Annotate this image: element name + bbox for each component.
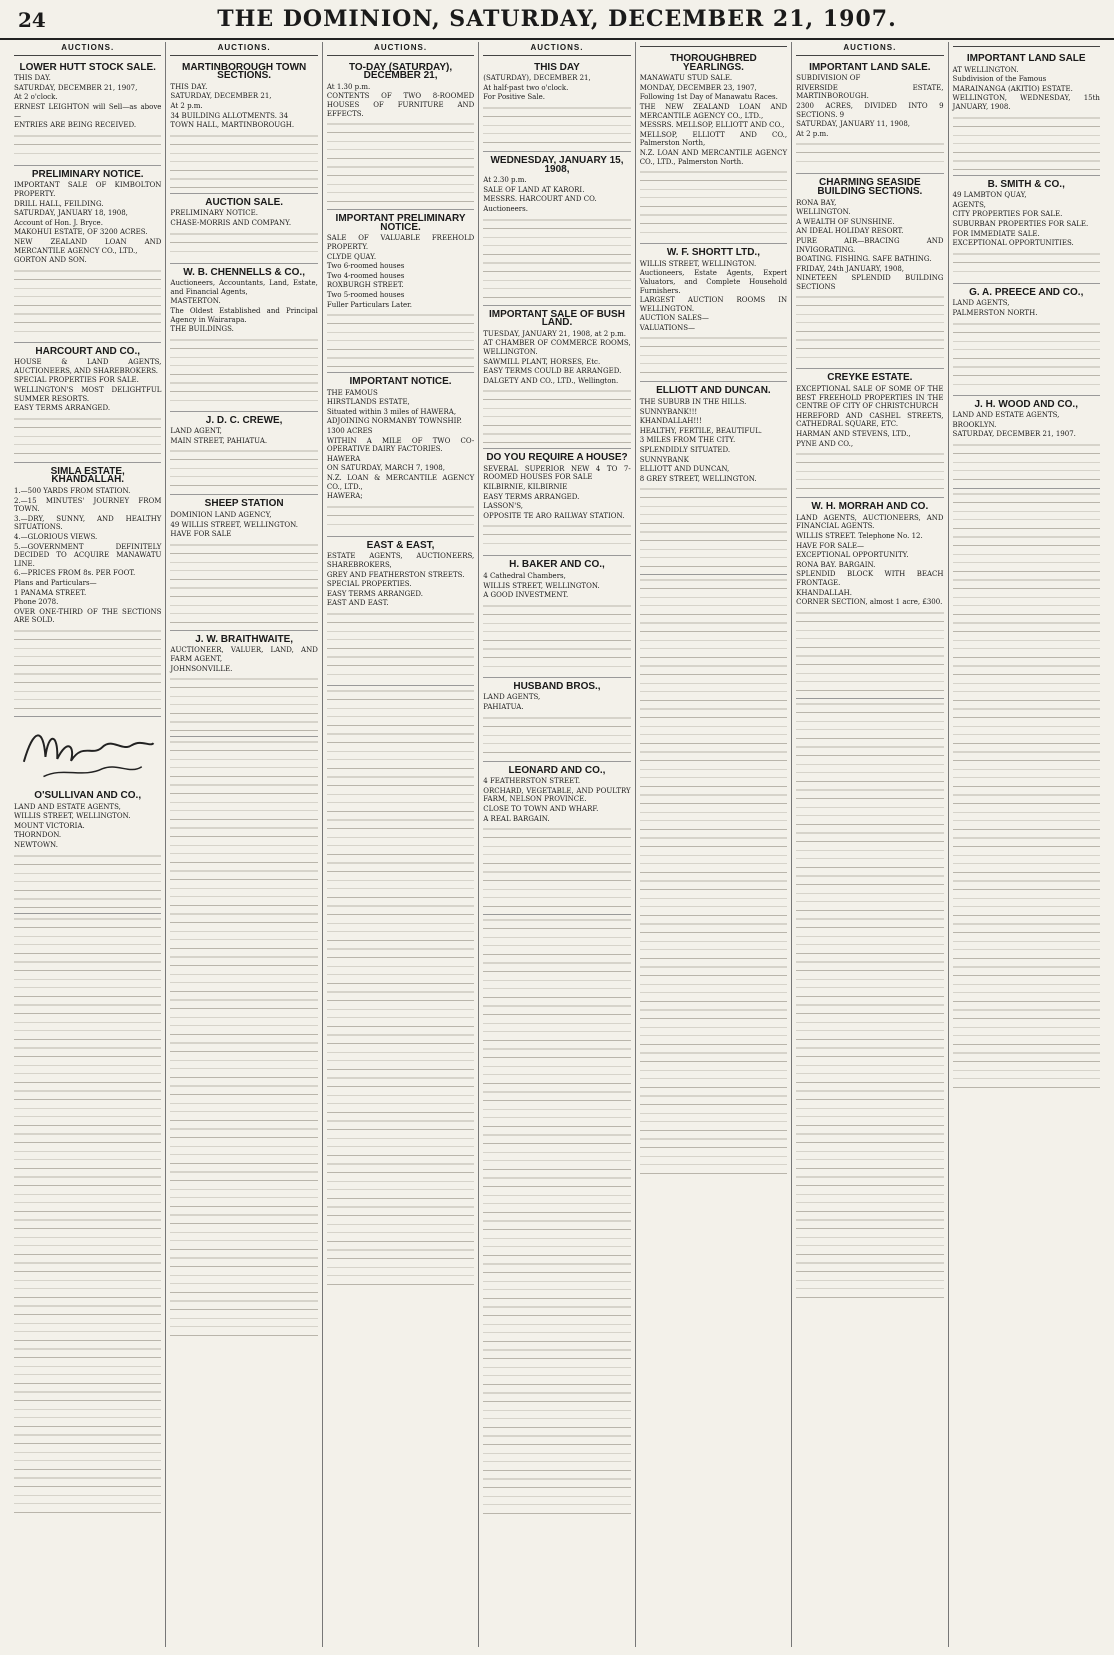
ad-line: MAKOHUI ESTATE, OF 3200 ACRES. [14, 228, 148, 237]
ad-line: Plans and Particulars— [14, 578, 97, 587]
ad-line: MESSRS. HARCOURT AND CO. [483, 195, 597, 204]
ad-line: NEWTOWN. [14, 840, 58, 849]
advertisement-block [170, 412, 317, 496]
body-text [796, 699, 943, 1299]
ad-line: 2300 ACRES, DIVIDED INTO 9 SECTIONS. 9 [796, 101, 944, 119]
ad-line: THE SUBURB IN THE HILLS. [639, 398, 747, 407]
ad-line: SATURDAY, JANUARY 11, 1908, [796, 120, 910, 129]
ad-line: THORNDON. [14, 831, 62, 840]
ad-line: PRELIMINARY NOTICE. [170, 209, 258, 218]
advertisement-block [796, 174, 943, 369]
ad-line: 4 Cathedral Chambers, [483, 572, 566, 581]
ad-line: SALE OF VALUABLE FREEHOLD PROPERTY. [326, 234, 475, 251]
ad-title: J. H. WOOD AND CO., [974, 398, 1078, 410]
body-text [796, 139, 943, 169]
ad-line: At 1.30 p.m. [326, 82, 371, 91]
advertisement-block [327, 537, 474, 686]
body-text [483, 713, 630, 757]
ad-line: THIS DAY. [170, 82, 208, 91]
ad-line: 3.—DRY, SUNNY, AND HEALTHY SITUATIONS. [14, 514, 162, 532]
ad-line: HAVE FOR SALE [170, 530, 232, 539]
column-6 [792, 42, 948, 1647]
advertisement-block [170, 194, 317, 264]
ad-line: HEALTHY, FERTILE, BEAUTIFUL. [639, 426, 763, 435]
body-text [14, 626, 161, 712]
ad-line: HIRSTLANDS ESTATE, [326, 398, 410, 407]
advertisement-block [483, 449, 630, 556]
ad-line: IMPORTANT SALE OF KIMBOLTON PROPERTY. [14, 181, 162, 198]
ad-line: HAWERA [326, 454, 361, 463]
ad-line: LAND AND ESTATE AGENTS, [14, 802, 121, 811]
ad-line: ENTRIES ARE BEING RECEIVED. [14, 121, 137, 130]
ad-line: MASTERTON. [170, 297, 221, 306]
column-header: AUCTIONS. [327, 42, 474, 56]
ad-line: WILLIS STREET. Telephone No. 12. [796, 532, 923, 540]
body-text [14, 131, 161, 161]
ad-title: SIMLA ESTATE, KHANDALLAH. [50, 465, 125, 486]
advertisement-block [14, 166, 161, 343]
ad-line: WITHIN A MILE OF TWO CO-OPERATIVE DAIRY FACTORIES. [326, 436, 475, 454]
ad-title: HUSBAND BROS., [513, 680, 601, 692]
ad-line: For Positive Sale. [483, 93, 545, 102]
column-header: AUCTIONS. [170, 42, 317, 56]
ad-line: SATURDAY, DECEMBER 21, 1907. [952, 430, 1076, 439]
body-text [327, 609, 474, 681]
ad-line: N.Z. LOAN & MERCANTILE AGENCY CO., LTD., [326, 474, 475, 491]
ad-title: MARTINBOROUGH TOWN SECTIONS. [182, 61, 307, 82]
ad-line: (SATURDAY), DECEMBER 21, [483, 74, 591, 83]
ad-line: PYNE AND CO., [796, 439, 854, 448]
ad-line: Auctioneers, Accountants, Land, Estate, and Financial Agents, [170, 279, 318, 296]
advertisement-block [796, 498, 943, 699]
ad-line: SUBURBAN PROPERTIES FOR SALE. [952, 219, 1089, 228]
ad-line: KILBIRNIE, KILBIRNIE [483, 483, 568, 492]
advertisement-block [483, 59, 630, 152]
ad-line: WILLIS STREET, WELLINGTON. [639, 259, 757, 268]
ad-line: FRIDAY, 24th JANUARY, 1908, [796, 264, 904, 273]
ad-line: THIS DAY. [14, 74, 51, 83]
ad-line: WILLIS STREET, WELLINGTON. [14, 812, 131, 821]
columns [10, 42, 1104, 1647]
ad-line: ON SATURDAY, MARCH 7, 1908, [326, 464, 445, 473]
advertisement-block [14, 787, 161, 914]
advertisement-block [327, 210, 474, 373]
ad-line: LAND AGENTS, [483, 693, 541, 702]
ad-line: RONA BAY, [796, 198, 837, 207]
advertisement-block [170, 495, 317, 630]
ad-line: Two 5-roomed houses [326, 290, 405, 299]
signature-logo [14, 717, 161, 787]
ad-title: LOWER HUTT STOCK SALE. [19, 61, 156, 73]
ad-line: HARMAN AND STEVENS, LTD., [796, 430, 911, 439]
newspaper-title: THE DOMINION, SATURDAY, DECEMBER 21, 1907. [217, 6, 897, 32]
ad-line: LASSON'S, [483, 502, 523, 511]
column-2 [166, 42, 322, 1647]
ad-title: W. F. SHORTT LTD., [666, 247, 760, 259]
column-4 [479, 42, 635, 1647]
ad-line: NEW ZEALAND LOAN AND MERCANTILE AGENCY CO., LTD., [14, 237, 162, 255]
advertisement-block [640, 50, 787, 244]
ad-line: KHANDALLAH. [796, 588, 852, 597]
body-text [327, 310, 474, 368]
column-header: AUCTIONS. [796, 42, 943, 56]
ad-line: EXCEPTIONAL SALE OF SOME OF THE BEST FREEHOLD PROPERTIES IN THE CENTRE OF CITY OF CHRISTCHURCH [796, 385, 944, 411]
body-text [14, 914, 161, 1514]
ad-line: 3 MILES FROM THE CITY. [639, 436, 736, 445]
advertisement-block [640, 244, 787, 382]
body-text [170, 131, 317, 189]
ad-title: H. BAKER AND CO., [509, 559, 605, 571]
advertisement-block [483, 678, 630, 762]
body-text [170, 446, 317, 490]
ad-line: WELLINGTON, WEDNESDAY, 15th JANUARY, 1908. [952, 94, 1100, 111]
advertisement-block [640, 382, 787, 575]
ad-line: A GOOD INVESTMENT. [483, 591, 569, 600]
ad-line: NINETEEN SPLENDID BUILDING SECTIONS [796, 274, 944, 291]
ad-line: The Oldest Established and Principal Agency in Wairarapa. [170, 306, 318, 324]
ad-line: CITY PROPERTIES FOR SALE. [952, 210, 1063, 219]
body-text [170, 335, 317, 407]
ad-line: ESTATE AGENTS, AUCTIONEERS, SHAREBROKERS, [326, 552, 475, 569]
ad-line: AUCTION SALES— [639, 314, 709, 323]
body-text [327, 502, 474, 532]
ad-line: MANAWATU STUD SALE. [639, 74, 733, 83]
advertisement-block [953, 50, 1100, 176]
ad-line: Account of Hon. J. Bryce. [14, 218, 103, 227]
ad-line: Auctioneers, Estate Agents, Expert Valuators, and Complete Household Furnishers. [639, 269, 788, 295]
ad-line: AGENTS, [952, 200, 986, 209]
ad-line: PALMERSTON NORTH. [952, 308, 1038, 317]
body-text [640, 333, 787, 377]
body-text [796, 292, 943, 364]
ad-line: N.Z. LOAN AND MERCANTILE AGENCY CO., LTD., Palmerston North. [639, 148, 788, 166]
body-text [953, 489, 1100, 1089]
ad-line: OVER ONE-THIRD OF THE SECTIONS ARE SOLD. [14, 607, 162, 625]
ad-line: SPECIAL PROPERTIES FOR SALE. [14, 376, 139, 385]
body-text [953, 249, 1100, 279]
ad-title: LEONARD AND CO., [508, 764, 606, 776]
ad-line: 1.—500 YARDS FROM STATION. [14, 487, 131, 496]
ad-line: SUBDIVISION OF [796, 74, 861, 83]
ad-title: W. H. MORRAH AND CO. [811, 501, 929, 513]
ad-line: LAND AGENTS, AUCTIONEERS, AND FINANCIAL AGENTS. [796, 513, 944, 531]
ad-line: JOHNSONVILLE. [170, 664, 233, 673]
ad-line: EAST AND EAST. [326, 599, 389, 608]
ad-line: KHANDALLAH!!! [639, 417, 702, 426]
advertisement-block [796, 59, 943, 175]
ad-title: TO-DAY (SATURDAY), DECEMBER 21, [348, 61, 453, 82]
ad-line: SATURDAY, DECEMBER 21, 1907, [14, 83, 138, 92]
ad-line: LAND AGENTS, [952, 299, 1010, 308]
body-text [170, 674, 317, 732]
ad-line: SEVERAL SUPERIOR NEW 4 TO 7-ROOMED HOUSES FOR SALE [483, 464, 631, 482]
ad-title: DO YOU REQUIRE A HOUSE? [486, 452, 628, 464]
ad-line: At 2 o'clock. [14, 93, 58, 102]
ad-title: IMPORTANT LAND SALE [966, 53, 1086, 64]
ad-line: LARGEST AUCTION ROOMS IN WELLINGTON. [639, 296, 788, 313]
ad-line: SUNNYBANK [639, 455, 689, 464]
ad-line: HAVE FOR SALE— [796, 541, 865, 550]
ad-line: BOATING. FISHING. SAFE BATHING. [796, 255, 932, 264]
ad-line: Situated within 3 miles of HAWERA, [326, 407, 457, 416]
body-text [796, 608, 943, 694]
ad-line: THE NEW ZEALAND LOAN AND MERCANTILE AGENCY CO., LTD., [639, 102, 788, 120]
ad-line: ADJOINING NORMANBY TOWNSHIP. [326, 417, 462, 426]
ad-line: THE FAMOUS [326, 388, 378, 397]
ad-line: HEREFORD AND CASHEL STREETS, CATHEDRAL SQUARE, ETC. [796, 411, 944, 429]
ad-title: IMPORTANT LAND SALE. [809, 61, 931, 73]
body-text [14, 851, 161, 909]
ad-title: AUCTION SALE. [205, 196, 284, 208]
ad-line: 1300 ACRES [326, 427, 373, 436]
ad-title: THIS DAY [534, 61, 580, 73]
ad-line: EASY TERMS COULD BE ARRANGED. [483, 367, 622, 376]
ad-line: SAWMILL PLANT, HORSES, Etc. [483, 357, 601, 366]
body-text [327, 686, 474, 1286]
ad-line: MELLSOP, ELLIOTT AND CO., Palmerston North, [639, 130, 788, 148]
ad-line: GORTON AND SON. [14, 256, 87, 265]
ad-line: At half-past two o'clock. [483, 83, 569, 92]
ad-title: IMPORTANT NOTICE. [349, 376, 452, 388]
ad-line: A REAL BARGAIN. [483, 814, 550, 823]
masthead [0, 0, 1114, 40]
ad-line: HOUSE & LAND AGENTS, AUCTIONEERS, AND SHAREBROKERS. [14, 358, 162, 375]
body-text [953, 440, 1100, 484]
ad-line: EASY TERMS ARRANGED. [483, 492, 580, 501]
ad-line: SATURDAY, DECEMBER 21, [170, 92, 272, 101]
ad-line: VALUATIONS— [639, 323, 696, 332]
body-text [953, 113, 1100, 171]
ad-line: 6.—PRICES FROM 8s. PER FOOT. [14, 569, 136, 578]
ad-title: EAST & EAST, [366, 539, 435, 551]
advertisement-block [14, 59, 161, 166]
body-text [796, 449, 943, 493]
ad-line: CLYDE QUAY. [326, 252, 377, 261]
column-1 [10, 42, 166, 1647]
advertisement-block [483, 306, 630, 450]
body-text [640, 575, 787, 1175]
ad-line: HAWERA; [326, 492, 363, 501]
ad-title: J. W. BRAITHWAITE, [195, 633, 294, 645]
column-header [640, 42, 787, 47]
ad-line: Fuller Particulars Later. [326, 300, 412, 309]
advertisement-block [483, 556, 630, 677]
ad-line: At 2 p.m. [796, 129, 829, 138]
ad-line: SUNNYBANK!!! [639, 407, 698, 416]
ad-line: ROXBURGH STREET. [326, 281, 404, 290]
ad-line: MONDAY, DECEMBER 23, 1907, [639, 83, 757, 92]
column-header: AUCTIONS. [14, 42, 161, 56]
body-text [170, 540, 317, 626]
ad-line: ELLIOTT AND DUNCAN, [639, 465, 730, 474]
advertisement-block [953, 396, 1100, 489]
ad-title: B. SMITH & CO., [987, 178, 1065, 190]
column-header: AUCTIONS. [483, 42, 630, 56]
column-5 [636, 42, 792, 1647]
ad-line: 4.—GLORIOUS VIEWS. [14, 533, 98, 541]
ad-line: EXCEPTIONAL OPPORTUNITY. [796, 551, 909, 560]
body-text [14, 266, 161, 338]
ad-title: WEDNESDAY, JANUARY 15, 1908, [490, 154, 624, 175]
ad-title: W. B. CHENNELLS & CO., [183, 266, 305, 278]
ad-title: ELLIOTT AND DUNCAN. [656, 385, 771, 397]
ad-line: SATURDAY, JANUARY 18, 1908, [14, 209, 128, 218]
ad-line: 5.—GOVERNMENT DEFINITELY DECIDED TO ACQUIRE MANAWATU LINE. [14, 542, 162, 568]
ad-line: Following 1st Day of Manawatu Races. [639, 93, 778, 102]
column-header [953, 42, 1100, 47]
ad-line: RONA BAY. BARGAIN. [796, 560, 876, 569]
ad-title: PRELIMINARY NOTICE. [31, 168, 144, 180]
ad-line: ERNEST LEIGHTON will Sell—as above— [14, 102, 162, 120]
ad-line: EASY TERMS ARRANGED. [326, 589, 423, 598]
ad-line: TUESDAY, JANUARY 21, 1908, at 2 p.m. [483, 329, 626, 338]
ad-title: IMPORTANT PRELIMINARY NOTICE. [335, 213, 466, 233]
ad-line: GREY AND FEATHERSTON STREETS. [326, 570, 465, 579]
ad-title: SHEEP STATION [204, 498, 284, 510]
ad-line: AN IDEAL HOLIDAY RESORT. [796, 227, 904, 236]
ad-line: CLOSE TO TOWN AND WHARF. [483, 804, 599, 813]
ad-line: LAND AGENT, [170, 427, 222, 436]
advertisement-block [170, 631, 317, 737]
body-text [327, 119, 474, 205]
signature-icon [14, 717, 161, 787]
advertisement-block [327, 59, 474, 211]
ad-line: At 2.30 p.m. [483, 176, 527, 185]
ad-title: IMPORTANT SALE OF BUSH LAND. [489, 308, 625, 329]
ad-line: AT WELLINGTON. [952, 65, 1019, 74]
ad-line: OPPOSITE TE ARO RAILWAY STATION. [483, 511, 625, 520]
ad-line: WELLINGTON'S MOST DELIGHTFUL SUMMER RESORTS. [14, 386, 162, 403]
body-text [170, 229, 317, 259]
body-text [483, 521, 630, 551]
ad-line: AT CHAMBER OF COMMERCE ROOMS, WELLINGTON. [483, 339, 631, 356]
ad-title: G. A. PREECE AND CO., [969, 286, 1084, 298]
ad-line: 49 LAMBTON QUAY, [952, 191, 1027, 200]
ad-line: SPECIAL PROPERTIES. [326, 580, 412, 589]
ad-line: 4 FEATHERSTON STREET. [483, 777, 581, 786]
ad-line: 2.—15 MINUTES' JOURNEY FROM TOWN. [14, 496, 162, 514]
advertisement-block [170, 59, 317, 194]
ad-line: MARAINANGA (AKITIO) ESTATE. [952, 84, 1073, 93]
ad-line: TOWN HALL, MARTINBOROUGH. [170, 121, 295, 130]
ad-line: 1 PANAMA STREET. [14, 588, 87, 597]
advertisement-block [327, 373, 474, 537]
column-7 [949, 42, 1104, 1647]
ad-line: A WEALTH OF SUNSHINE. [796, 217, 895, 226]
ad-line: THE BUILDINGS. [170, 325, 234, 334]
advertisement-block [483, 762, 630, 916]
advertisement-block [14, 463, 161, 717]
ad-line: At 2 p.m. [170, 101, 203, 110]
advertisement-block [170, 264, 317, 412]
ad-line: DRILL HALL, FEILDING. [14, 199, 104, 208]
ad-line: EASY TERMS ARRANGED. [14, 404, 111, 413]
ad-line: DOMINION LAND AGENCY, [170, 511, 272, 520]
ad-title: O'SULLIVAN AND CO., [34, 789, 142, 801]
ad-line: Phone 2078. [14, 598, 59, 607]
ad-line: CHASE-MORRIS AND COMPANY. [170, 218, 292, 227]
ad-line: 34 BUILDING ALLOTMENTS. 34 [170, 111, 289, 120]
ad-title: THOROUGHBRED YEARLINGS. [670, 53, 757, 73]
ad-line: LAND AND ESTATE AGENTS, [952, 411, 1060, 420]
advertisement-block [953, 284, 1100, 396]
page-number: 24 [18, 8, 46, 32]
ad-line: ORCHARD, VEGETABLE, AND POULTRY FARM, NELSON PROVINCE. [483, 786, 631, 804]
ad-line: AUCTIONEER, VALUER, LAND, AND FARM AGENT, [170, 646, 318, 664]
ad-line: Two 6-roomed houses [326, 262, 405, 271]
ad-line: SPLENDID BLOCK WITH BEACH FRONTAGE. [796, 570, 944, 587]
advertisement-block [953, 176, 1100, 284]
body-text [483, 824, 630, 910]
ad-line: BROOKLYN. [952, 420, 997, 429]
ad-line: Auctioneers. [483, 204, 528, 213]
ad-line: WELLINGTON. [796, 208, 851, 217]
body-text [170, 737, 317, 1337]
ad-title: HARCOURT AND CO., [35, 345, 141, 357]
advertisement-block [796, 369, 943, 498]
ad-line: RIVERSIDE ESTATE, MARTINBOROUGH. [796, 83, 944, 101]
ad-title: CREYKE ESTATE. [827, 372, 913, 384]
body-text [483, 915, 630, 1515]
ad-line: MOUNT VICTORIA. [14, 821, 85, 830]
ad-line: CONTENTS OF TWO 8-ROOMED HOUSES OF FURNITURE AND EFFECTS. [326, 92, 475, 118]
ad-line: EXCEPTIONAL OPPORTUNITIES. [952, 239, 1074, 248]
ad-line: Two 4-roomed houses [326, 271, 405, 280]
ad-line: PURE AIR—BRACING AND INVIGORATING. [796, 236, 944, 254]
ad-title: J. D. C. CREWE, [205, 414, 283, 426]
column-3 [323, 42, 479, 1647]
body-text [483, 103, 630, 147]
ad-line: SPLENDIDLY SITUATED. [639, 446, 731, 455]
ad-line: DALGETY AND CO., LTD., Wellington. [483, 376, 619, 385]
advertisement-block [14, 343, 161, 463]
body-text [483, 601, 630, 673]
body-text [640, 484, 787, 570]
body-text [640, 167, 787, 239]
body-text [953, 319, 1100, 391]
ad-line: MAIN STREET, PAHIATUA. [170, 436, 268, 445]
ad-line: Subdivision of the Famous [952, 75, 1047, 84]
ad-line: 49 WILLIS STREET, WELLINGTON. [170, 520, 299, 529]
ad-title: CHARMING SEASIDE BUILDING SECTIONS. [817, 177, 923, 197]
ad-line: 8 GREY STREET, WELLINGTON. [639, 474, 757, 483]
ad-line: WILLIS STREET, WELLINGTON. [483, 581, 600, 590]
ad-line: PAHIATUA. [483, 703, 524, 711]
ad-line: SALE OF LAND AT KARORI. [483, 185, 585, 194]
body-text [483, 386, 630, 444]
ad-line: FOR IMMEDIATE SALE. [952, 229, 1040, 238]
ad-line: MESSRS. MELLSOP, ELLIOTT AND CO., [639, 121, 785, 130]
body-text [483, 215, 630, 301]
body-text [14, 414, 161, 458]
ad-line: CORNER SECTION, almost 1 acre, £300. [796, 598, 943, 607]
advertisement-block [483, 152, 630, 306]
